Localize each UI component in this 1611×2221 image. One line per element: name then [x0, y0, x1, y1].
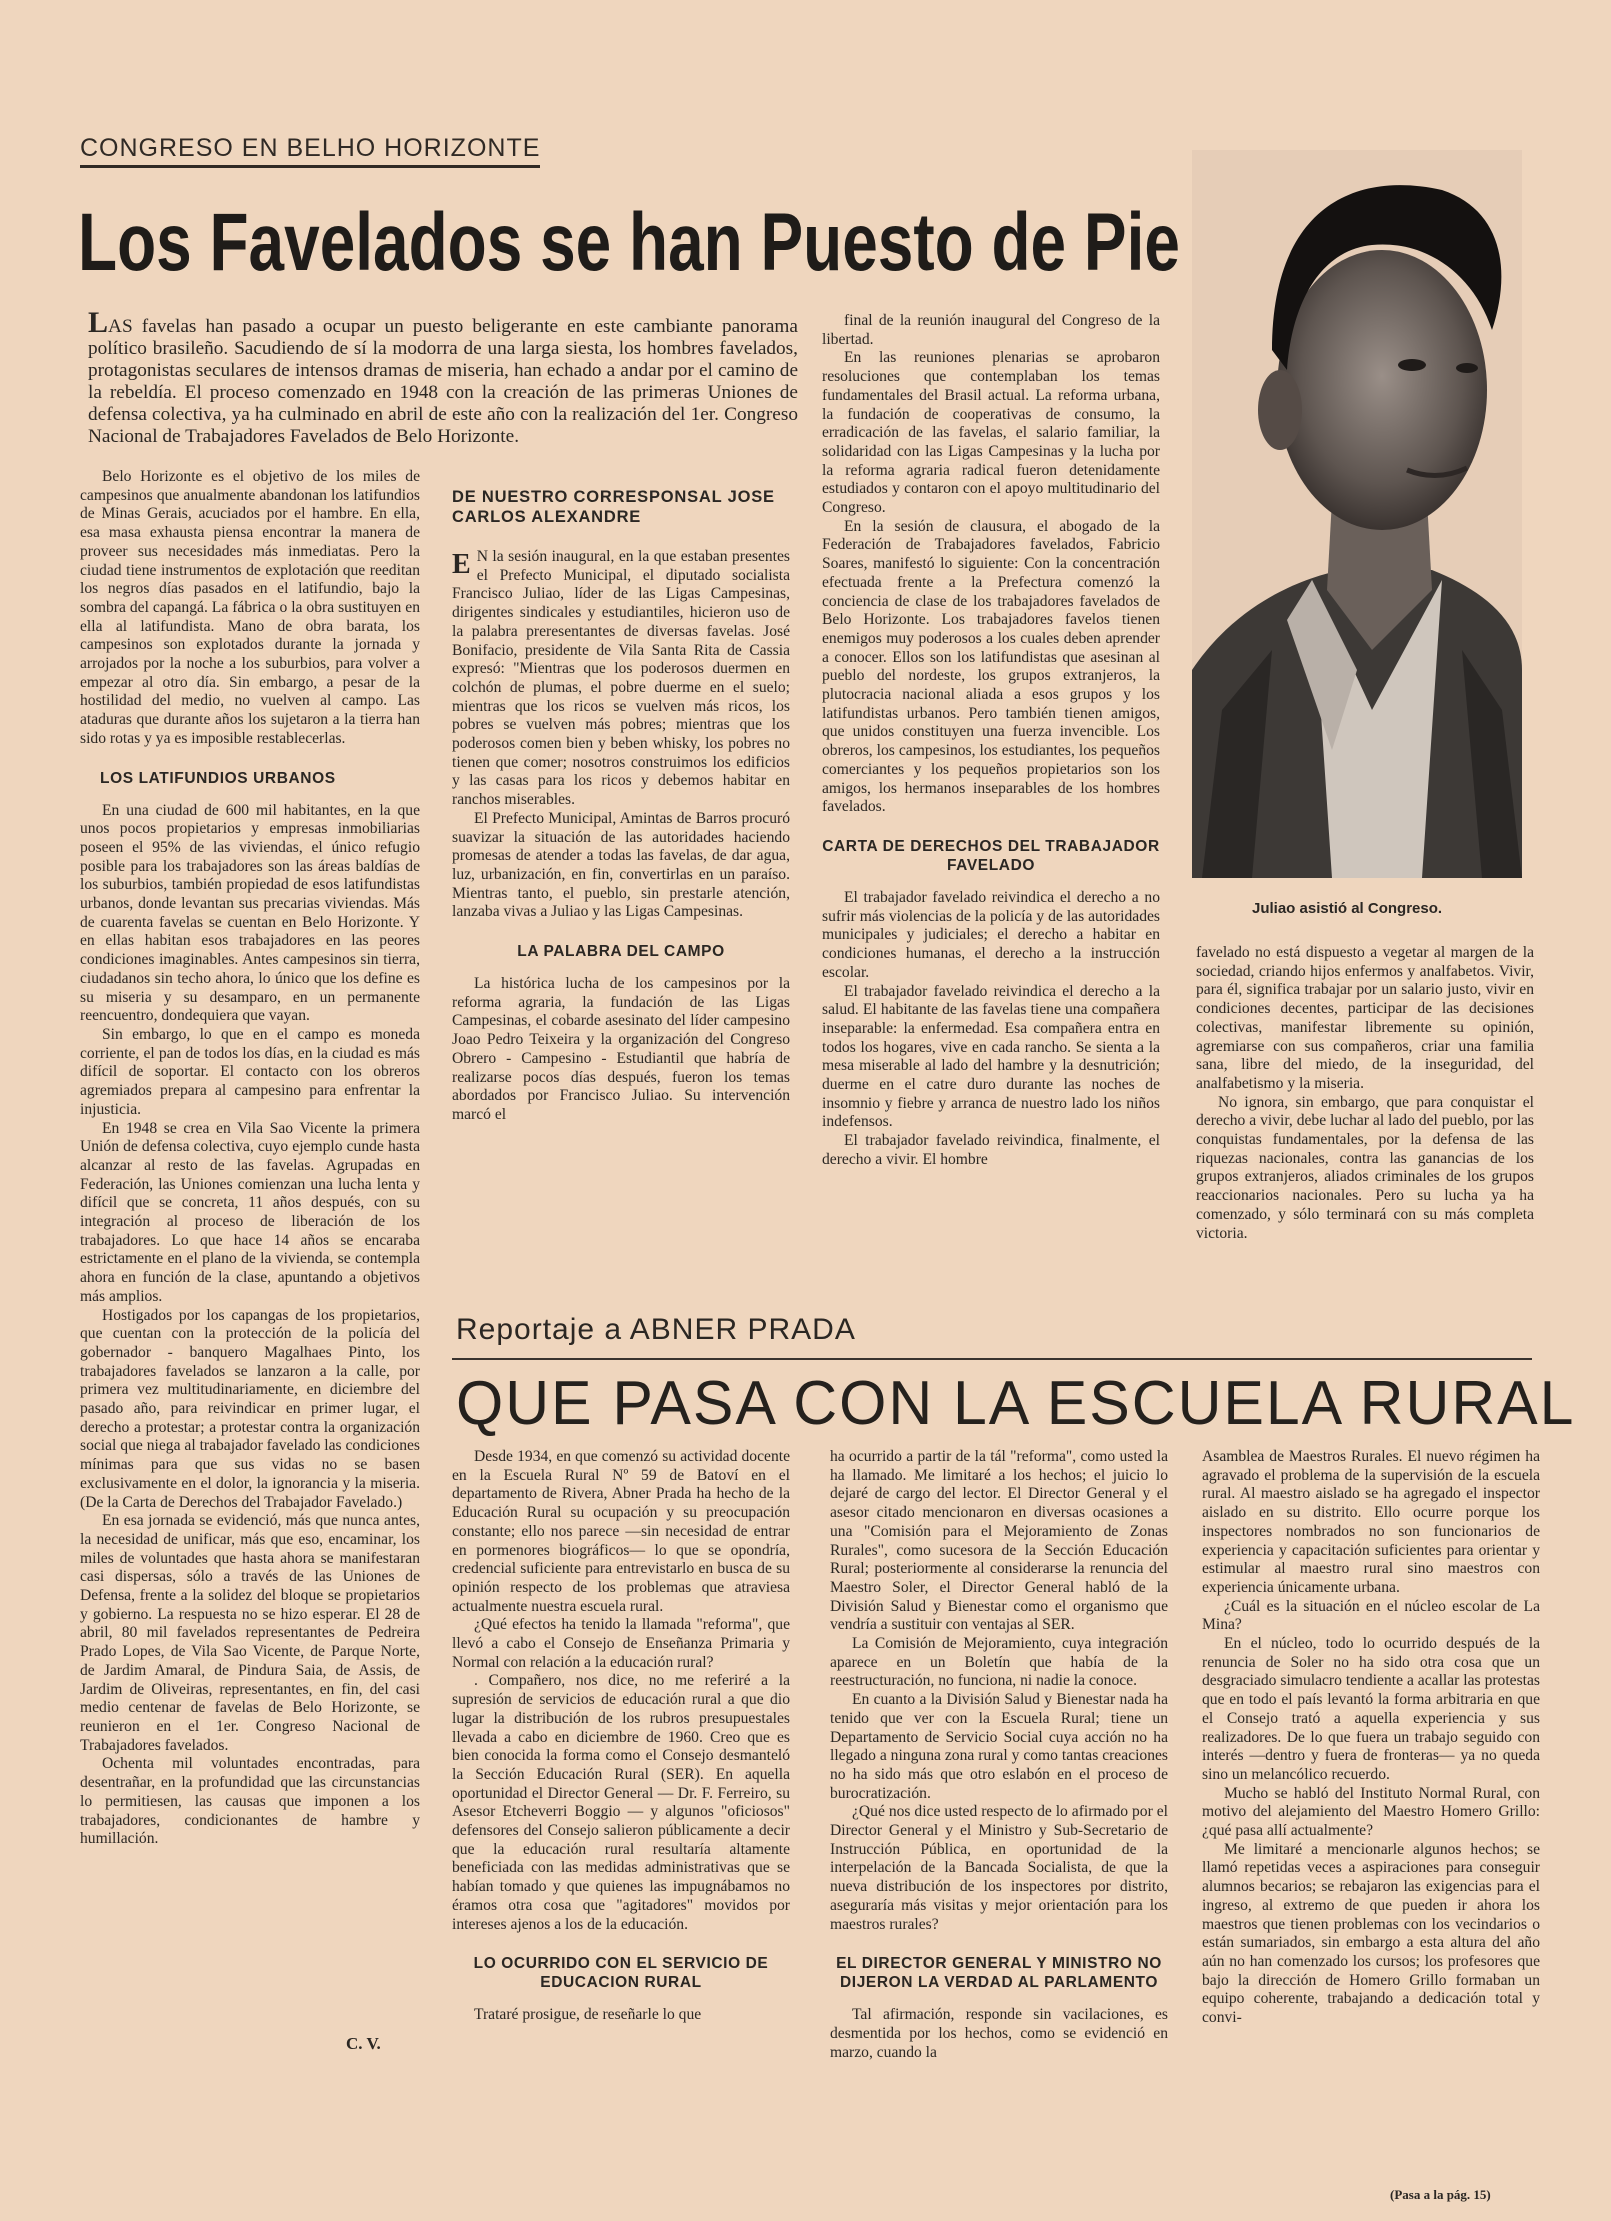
lead-text: AS favelas han pasado a ocupar un puesto beligerante en este cambiante panorama político brasileño. Sacudiendo de sí la modorra de una larga siesta, los hombres favelados, protagonistas seculares de intensos dramas de miseria, han echado a andar por el camino de la rebeldía. El proceso comenzado en 1948 con la creación de las primeras Uniones de defensa colectiva, ya ha culminado en abril de este año con la realización del 1er. Congreso Nacional de Trabajadores Favelados de Belo Horizonte. [88, 316, 798, 447]
author-signature: C. V. [346, 2034, 381, 2053]
continued-note: (Pasa a la pág. 15) [1390, 2187, 1491, 2202]
article1-column-1 [80, 468, 420, 2064]
paragraph: En 1948 se crea en Vila Sao Vicente la primera Unión de defensa colectiva, cuyo ejemplo cunde hasta alcanzar al resto de las favelas. Agrupadas en Federación, las Uniones comienzan una lucha lenta y difícil que se concreta, 11 años después, con su integración al proceso de liberación de los trabajadores. Lo que hace 14 años se encaraba estrictamente en el plano de la vivienda, se contempla ahora en función de la clase, apuntando a objetivos más amplios. [80, 1119, 420, 1305]
byline: DE NUESTRO CORRESPONSAL JOSE CARLOS ALEXANDRE [452, 488, 775, 526]
section-kicker: CONGRESO EN BELHO HORIZONTE [80, 134, 540, 168]
article2-column-1 [452, 1448, 790, 2208]
paragraph: En cuanto a la División Salud y Bienestar nada ha tenido que ver con la Escuela Rural; tiene un Departamento de Servicio Social cuya acción no ha llegado a ninguna zona rural y como tantas creaciones no ha sido más que otro eslabón en el proceso de burocratización. [830, 1691, 1168, 1802]
article1-column-2 [452, 548, 790, 1308]
lead-paragraph [88, 306, 798, 448]
paragraph: ¿Qué nos dice usted respecto de lo afirmado por el Director General y el Ministro y Sub-Secretario de Instrucción Pública, en oportunidad de la interpelación de la Bancada Socialista, de que la nueva distribución de los inspectores por distrito, aseguraría más visitas y mejor orientación para los maestros rurales? [830, 1803, 1168, 1933]
paragraph [452, 548, 790, 810]
paragraph: Me limitaré a mencionarle algunos hechos; se llamó repetidas veces a aspiraciones para conseguir alumnos becarios; se rebajaron las exigencias para el ingreso, al extremo de que pueden ir ahora los maestros que tienen problemas con los vecindarios o están sumariados, sin embargo a esta altura del año aún no han comenzado los cursos; los profesores que bajo la dirección de Homero Grillo formaban un equipo coherente, trabajando a dedicación total y convi- [1202, 1840, 1540, 2027]
paragraph: En las reuniones plenarias se aprobaron resoluciones que contemplaban los temas fundamentales del Brasil actual. La reforma urbana, la fundación de cooperativas de consumo, la erradicación de las favelas, el salario familiar, la solidaridad con las Ligas Campesinas y la lucha por la reforma agraria radical fueron detenidamente estudiados y contaron con el apoyo multitudinario del Congreso. [822, 349, 1160, 517]
portrait-photo [1192, 150, 1522, 878]
subheading: CARTA DE DERECHOS DEL TRABAJADOR FAVELADO [822, 837, 1160, 874]
paragraph: Hostigados por los capangas de los propietarios, que cuentan con la protección de la policía del gobernador - banquero Magalhaes Pinto, los trabajadores favelados se lanzaron a la calle, por primera vez multitudinariamente, en diciembre del pasado año, para reivindicar en primer lugar, el derecho a protestar; a protestar contra la organización social que niega al trabajador favelado las condiciones mínimas para que sus vidas no se basen exclusivamente en el dolor, la ignorancia y la miseria. (De la Carta de Derechos del Trabajador Favelado.) [80, 1306, 420, 1511]
article1-column-3 [822, 312, 1160, 1312]
paragraph: final de la reunión inaugural del Congreso de la libertad. [822, 312, 1160, 348]
paragraph: Trataré prosigue, de reseñarle lo que [474, 2006, 702, 2024]
paragraph: Sin embargo, lo que en el campo es moneda corriente, el pan de todos los días, en la ciudad es más difícil de soportar. El contacto con los obreros agremiados prepara al campesino para enfrentar la injusticia. [80, 1025, 420, 1118]
headline-escuela-rural: QUE PASA CON LA ESCUELA RURAL [456, 1369, 1576, 1438]
paragraph: En una ciudad de 600 mil habitantes, en la que unos pocos propietarios y empresas inmobiliarias poseen el 95% de las viviendas, el único refugio posible para los trabajadores son las áreas baldías de los suburbios, también propiedad de esos latifundistas urbanos, donde levantan sus precarias viviendas. Más de cuarenta favelas se cuentan en Belo Horizonte. Y en ellas habitan esos trabajadores en las peores condiciones imaginables. Antes campesinos sin tierra, ciudadanos sin techo ahora, lo único que los define es su miseria y su desamparo, en un permanente reencuentro, dondequiera que vayan. [80, 801, 420, 1025]
paragraph: No ignora, sin embargo, que para conquistar el derecho a vivir, debe luchar al lado del pueblo, por las conquistas fundamentales, por la defensa de las riquezas nacionales, contra las ganancias de los grupos extranjeros, aliados criminales de los grupos reaccionarios nacionales. Pero su lucha ya ha comenzado, y sólo terminará con su más completa victoria. [1196, 1093, 1534, 1242]
paragraph: Mucho se habló del Instituto Normal Rural, con motivo del alejamiento del Maestro Homero Grillo: ¿qué pasa allí actualmente? [1202, 1784, 1540, 1840]
portrait-illustration [1192, 150, 1522, 878]
paragraph: favelado no está dispuesto a vegetar al margen de la sociedad, criando hijos enfermos y analfabetos. Vivir, para él, significa trabajar por un salario justo, vivir en condiciones decentes, participar de las decisiones colectivas, manifestar libremente su opinión, agremiarse con sus compañeros, criar una familia sana, libre del miedo, de la inseguridad, del analfabetismo y la miseria. [1196, 944, 1534, 1092]
paragraph: El Prefecto Municipal, Amintas de Barros procuró suavizar la situación de las autoridades haciendo promesas de atender a todas las favelas, de dar agua, luz, urbanización, en fin, convertirlas en un paraíso. Mientras tanto, el pueblo, sin prestarle atención, lanzaba vivas a Juliao y las Ligas Campesinas. [452, 809, 790, 921]
paragraph: El trabajador favelado reivindica el derecho a la salud. El habitante de las favelas tiene una compañera inseparable: la enfermedad. Esa compañera entra en todos los hogares, vive en cada rancho. Se sienta a la mesa miserable al lado del hambre y la desnutrición; duerme en el catre duro durante las noches de insomnio y fiebre y arranca de nuestro lado los niños indefensos. [822, 982, 1160, 1131]
paragraph: La Comisión de Mejoramiento, cuya integración aparece en un Boletín que había de la reestructuración, no funciona, ni nadie la conoce. [830, 1635, 1168, 1690]
paragraph: Desde 1934, en que comenzó su actividad docente en la Escuela Rural Nº 59 de Batoví en el departamento de Rivera, Abner Prada ha hecho de la Educación Rural su ocupación y su preocupación constante; ello nos parece —sin necesidad de entrar en pormenores biográficos— lo que se opondría, credencial suficiente para entrevistarlo en busca de su opinión respecto de los problemas que atraviesa actualmente nuestra escuela rural. [452, 1448, 790, 1615]
drop-cap: E [452, 549, 471, 580]
paragraph: ¿Qué efectos ha tenido la llamada "reforma", que llevó a cabo el Consejo de Enseñanza Primaria y Normal con relación a la educación rural? [452, 1616, 790, 1671]
headline: Los Favelados se han Puesto de Pie [78, 197, 1180, 288]
paragraph: En la sesión de clausura, el abogado de la Federación de Trabajadores favelados, Fabricio Soares, manifestó lo siguiente: Con la concentración efectuada frente a la Prefectura comenzó la conciencia de clase de los trabajadores favelados de Belo Horizonte. Los trabajadores favelos tienen enemigos muy poderosos a los cuales deben aprender a conocer. Ellos son los latifundistas que asesinan al pueblo del nordeste, los grupos extranjeros, la plutocracia nacional aliada a esos grupos y los latifundistas urbanos. Pero también tienen amigos, que unidos constituyen una fuerza invencible. Los obreros, los campesinos, los estudiantes, los pequeños comerciantes y los pequeños propietarios son los amigos, los hermanos inseparables de los hombres favelados. [822, 517, 1160, 816]
paragraph: En el núcleo, todo lo ocurrido después de la renuncia de Soler no ha sido otra cosa que un desgraciado simulacro tendiente a acallar las protestas que en todo el país levantó la forma arbitraria en que el Consejo trató a aquella experiencia y sus realizadores. De lo que fuera un trabajo seguido con interés —dentro y fuera de fronteras— ya no queda sino un melancólico recuerdo. [1202, 1635, 1540, 1783]
drop-cap: L [88, 306, 109, 339]
subheading: LOS LATIFUNDIOS URBANOS [100, 769, 336, 787]
reportaje-kicker: Reportaje a ABNER PRADA [456, 1313, 856, 1346]
paragraph: Belo Horizonte es el objetivo de los miles de campesinos que anualmente abandonan los latifundios de Minas Gerais, acuciados por el hambre. En ella, esa masa exhausta piensa encontrar la manera de proveer sus necesidades más inmediatas. Pero la ciudad tiene instrumentos de explotación que reeditan los negros días pasados en el latifundio, bajo la sombra del capangá. La fábrica o la obra sustituyen en ella al latifundista. Mano de obra barata, los campesinos son explotados durante la jornada y arrojados por la noche a los suburbios, para volver a empezar al otro día. Sin embargo, a pesar de la hostilidad del medio, no vuelven al campo. Las ataduras que durante años los sujetaron a la tierra han sido rotas y ya es imposible restablecerlas. [80, 468, 420, 747]
paragraph: El trabajador favelado reivindica el derecho a no sufrir más violencias de la policía y de las autoridades municipales y judiciales; el derecho a habitar en condiciones humanas, el derecho a la instrucción escolar. [822, 888, 1160, 981]
paragraph: En esa jornada se evidenció, más que nunca antes, la necesidad de unificar, más que eso, encaminar, los miles de voluntades que hasta ahora se manifestaran casi dispersas, sólo a través de las Uniones de Defensa, frente a la solidez del bloque se propietarios y gobierno. La respuesta no se hizo esperar. El 28 de abril, 80 mil favelados representantes de Pedreira Prado Lopes, de Vila Sao Vicente, de Parque Norte, de Jardim Amaral, de Pindura Saia, de Assis, de Jardim de Oliveiras, representantes, en fin, del casi medio centenar de favelas de Belo Horizonte, se reunieron en el 1er. Congreso Nacional de Trabajadores favelados. [80, 1512, 420, 1754]
paragraph-text: N la sesión inaugural, en la que estaban presentes el Prefecto Municipal, el diputado socialista Francisco Juliao, líder de las Ligas Campesinas, dirigentes sindicales y estudiantiles, hicieron uso de la palabra preresentantes de diversas favelas. José Bonifacio, presidente de Vila Santa Rita de Cassia expresó: "Mientras que los poderosos duermen en colchón de plumas, el pobre duerme en el suelo; mientras que los ricos se vuelven más ricos, los pobres se vuelven más pobres; mientras que los poderosos comen bien y beben whisky, los pobres no tienen que comer; nosotros construimos los edificios y las casas para los ricos y debemos habitar en ranchos miserables. [452, 548, 790, 809]
paragraph: ¿Cuál es la situación en el núcleo escolar de La Mina? [1202, 1597, 1540, 1634]
paragraph: Asamblea de Maestros Rurales. El nuevo régimen ha agravado el problema de la supervisión de la escuela rural. Al maestro aislado se ha agregado el inspector aislado en su distrito. Ello ocurre porque los inspectores nombrados no son funcionarios de experiencia y capacitación suficientes para orientar y estimular al maestro rural sino maestros con experiencia únicamente urbana. [1202, 1448, 1540, 1596]
paragraph: Ochenta mil voluntades encontradas, para desentrañar, en la profundidad que las circunstancias lo permitiesen, las causas que imponen a los trabajadores, condicionantes de hambre y humillación. [80, 1755, 420, 1848]
subheading: LA PALABRA DEL CAMPO [517, 943, 725, 961]
article2-column-2 [830, 1448, 1168, 2208]
paragraph: ha ocurrido a partir de la tál "reforma", como usted la ha llamado. Me limitaré a los hechos; el juicio lo dejaré de cargo del lector. El Director General y el asesor citado mencionaron en diversas ocasiones a una "Comisión para el Mejoramiento de Zonas Rurales", como sucesora de la Sección Educación Rural; posteriormente al considerarse la renuncia del Maestro Soler, el Director General habló de la División Salud y Bienestar como el organismo que vendría a sustituir con ventajas al SER. [830, 1448, 1168, 1634]
paragraph: . Compañero, nos dice, no me referiré a la supresión de servicios de educación rural a que dio lugar la distribución de los rubros presupuestales llevada a cabo en diciembre de 1960. Creo que es bien conocida la forma como el Consejo desmanteló la Sección Educación Rural (SER). En aquella oportunidad el Director General — Dr. F. Ferreiro, su Asesor Etcheverri Boggio — y algunos "oficiosos" defensores del Consejo salieron públicamente a decir que la educación rural resultaría altamente beneficiada con las medidas administrativas que se habían tomado y que quienes las impugnábamos no éramos otra cosa que "agitadores" movidos por intereses ajenos a los de la educación. [452, 1672, 790, 1933]
subheading: LO OCURRIDO CON EL SERVICIO DE EDUCACION RURAL [473, 1955, 769, 1992]
paragraph: Tal afirmación, responde sin vacilaciones, es desmentida por los hechos, como se evidenció en marzo, cuando la [830, 2006, 1168, 2061]
divider [452, 1358, 1532, 1360]
subheading: EL DIRECTOR GENERAL Y MINISTRO NO DIJERON LA VERDAD AL PARLAMENTO [836, 1955, 1162, 1992]
paragraph: La histórica lucha de los campesinos por la reforma agraria, la fundación de las Ligas Campesinas, el cobarde asesinato del líder campesino Joao Pedro Teixeira y la organización del Congreso Obrero - Campesino - Estudiantil que habría de realizarse pocos días después, fueron los temas abordados por Francisco Juliao. Su intervención marcó el [452, 975, 790, 1123]
paragraph: El trabajador favelado reivindica, finalmente, el derecho a vivir. El hombre [822, 1132, 1160, 1168]
article2-column-3 [1202, 1448, 1540, 2178]
photo-caption: Juliao asistió al Congreso. [1252, 900, 1443, 917]
article1-column-4 [1196, 944, 1534, 1299]
